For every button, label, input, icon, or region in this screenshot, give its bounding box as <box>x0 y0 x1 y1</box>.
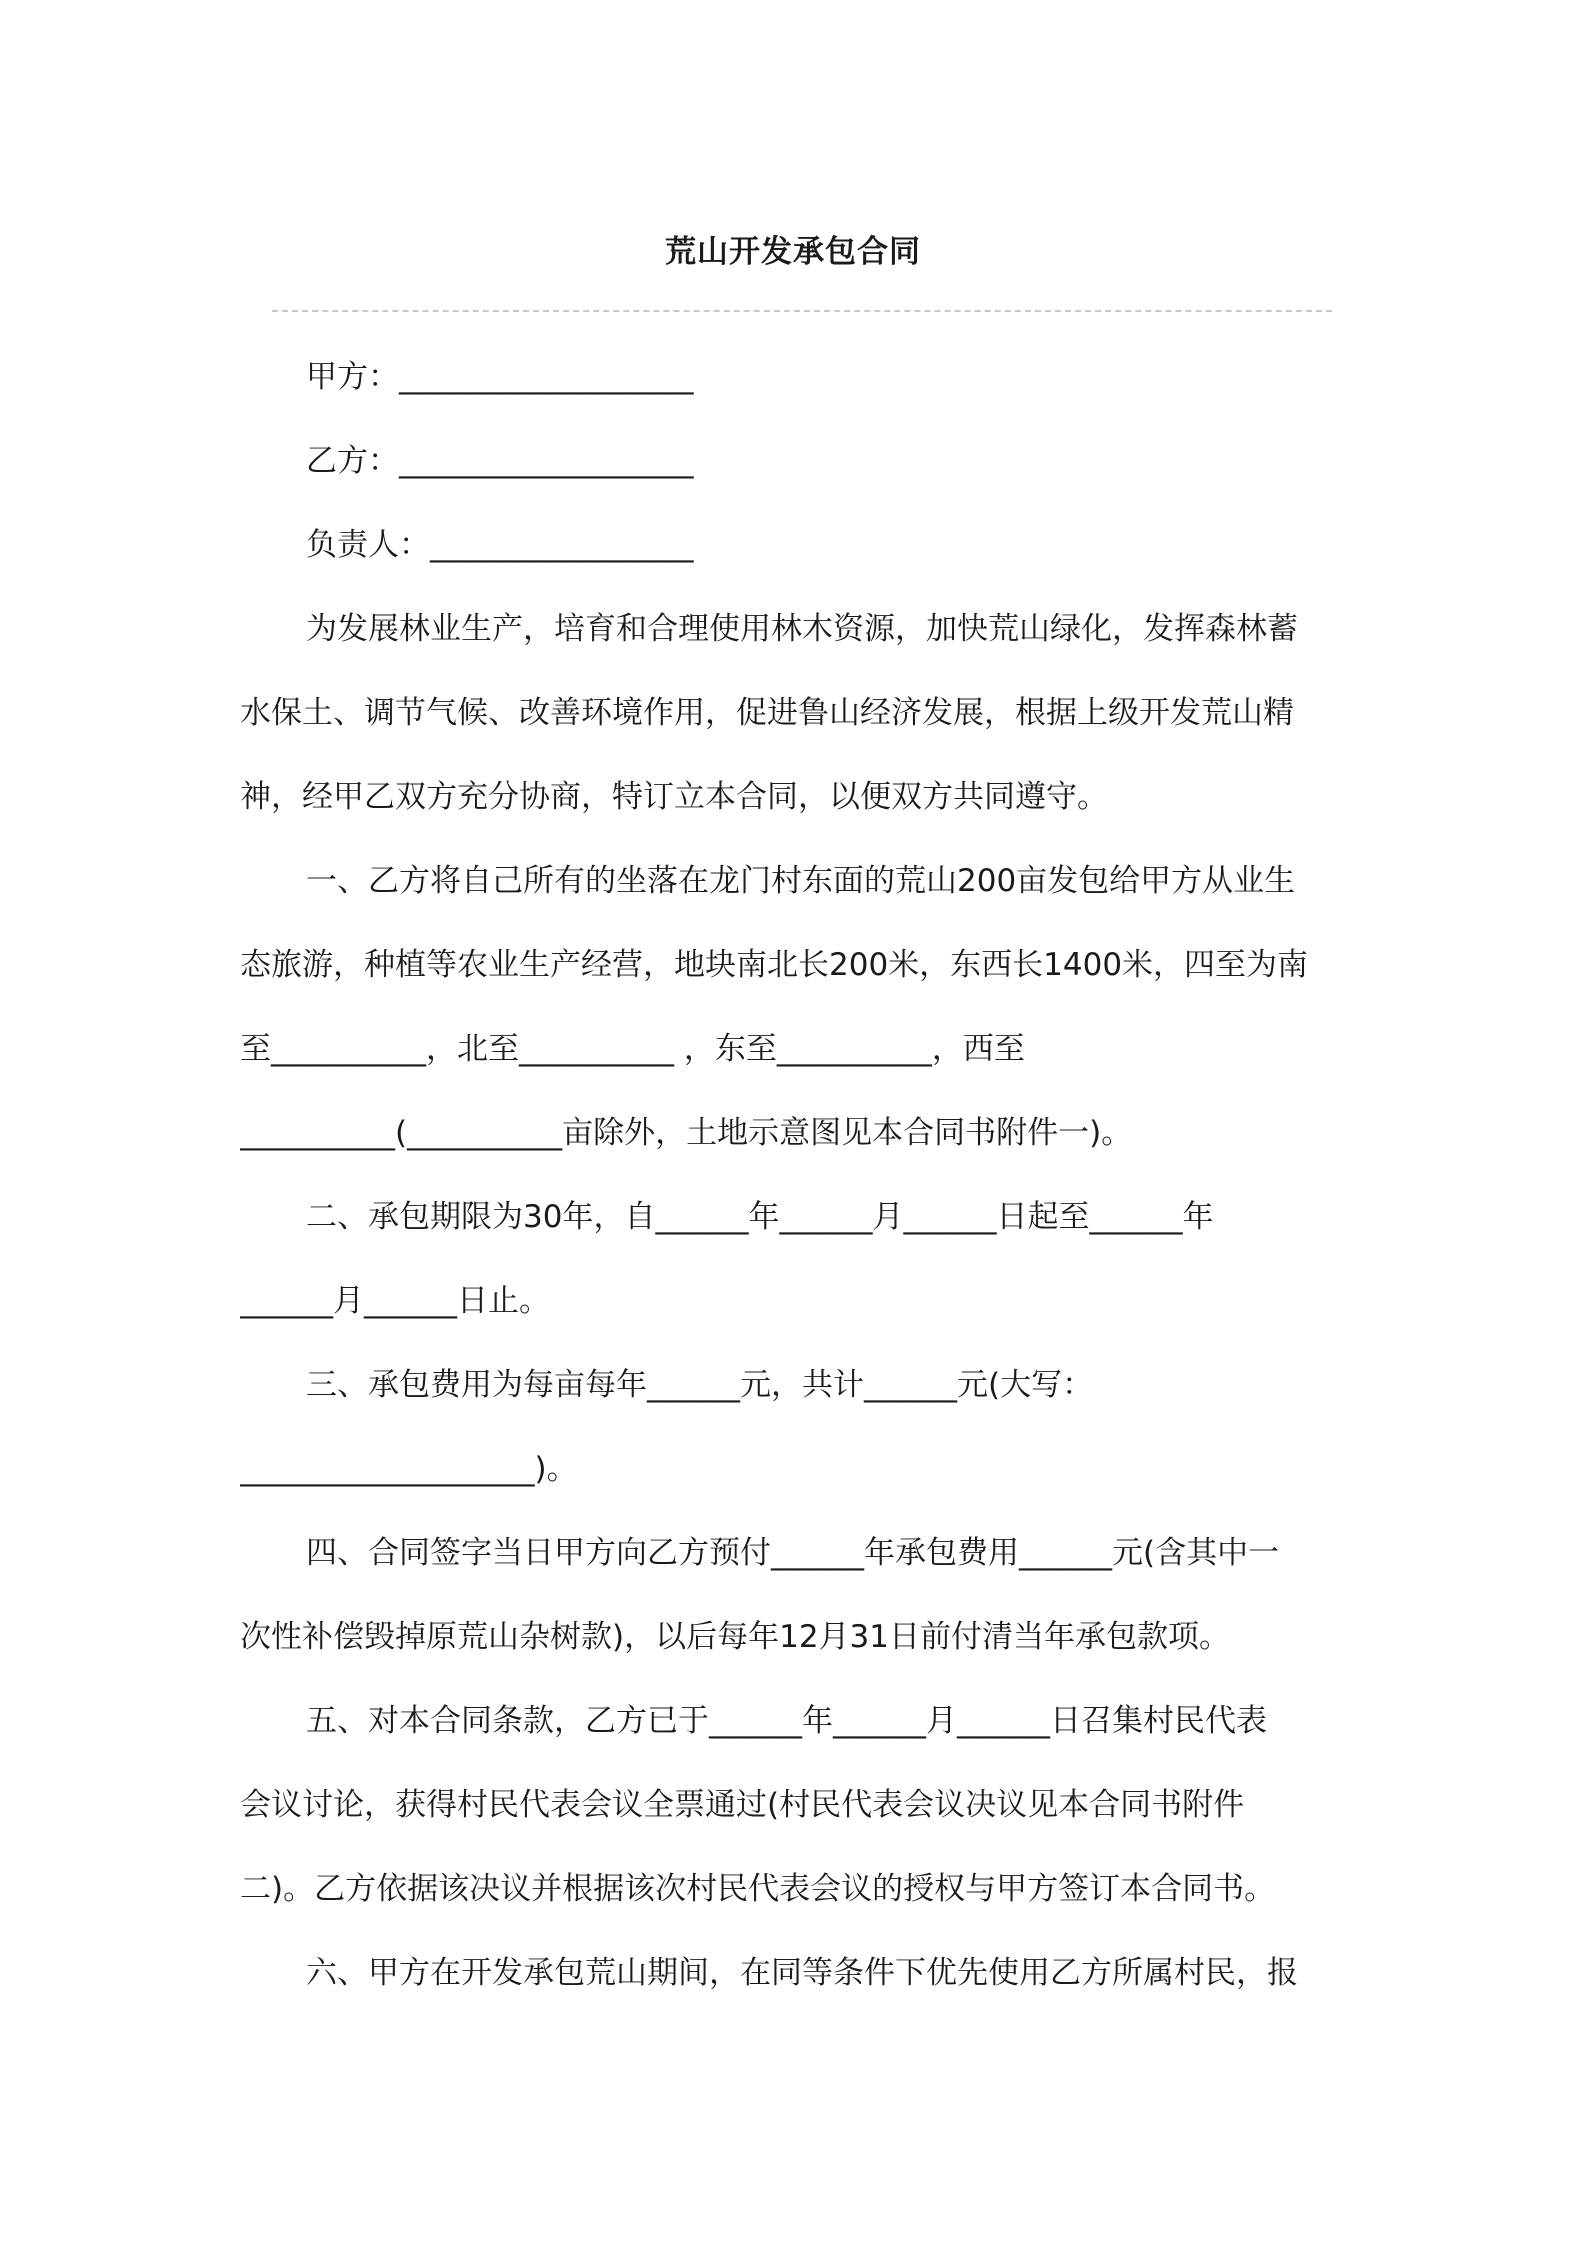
text-line: 甲方：___________________ <box>306 359 694 395</box>
document-body <box>240 335 1340 2015</box>
text-line: 二、承包期限为30年，自______年______月______日起至______年 <box>306 1199 1214 1235</box>
text-line: 三、承包费用为每亩每年______元，共计______元(大写： <box>306 1367 1094 1403</box>
text-line: 一、乙方将自己所有的坐落在龙门村东面的荒山200亩发包给甲方从业生 <box>306 863 1296 899</box>
text-line: 水保土、调节气候、改善环境作用，促进鲁山经济发展，根据上级开发荒山精 <box>240 695 1294 731</box>
text-line: 次性补偿毁掉原荒山杂树款)，以后每年12月31日前付清当年承包款项。 <box>240 1619 1230 1655</box>
text-line: 四、合同签字当日甲方向乙方预付______年承包费用______元(含其中一 <box>306 1535 1280 1571</box>
document-title: 荒山开发承包合同 <box>665 234 921 270</box>
text-line: 神，经甲乙双方充分协商，特订立本合同，以便双方共同遵守。 <box>240 779 1108 815</box>
text-line: 至__________，北至__________ ，东至__________，西至 <box>240 1031 1025 1067</box>
text-line: 二)。乙方依据该决议并根据该次村民代表会议的授权与甲方签订本合同书。 <box>240 1871 1276 1907</box>
title-divider <box>272 310 1332 312</box>
text-line: __________(__________亩除外，土地示意图见本合同书附件一)。 <box>240 1115 1133 1151</box>
text-line: 为发展林业生产，培育和合理使用林木资源，加快荒山绿化，发挥森林蓄 <box>306 611 1298 647</box>
text-line: 态旅游，种植等农业生产经营，地块南北长200米，东西长1400米，四至为南 <box>240 947 1309 983</box>
text-line: 六、甲方在开发承包荒山期间，在同等条件下优先使用乙方所属村民，报 <box>306 1955 1298 1991</box>
text-line: 乙方：___________________ <box>306 443 694 479</box>
text-line: 五、对本合同条款，乙方已于______年______月______日召集村民代表 <box>306 1703 1267 1739</box>
text-line: 会议讨论，获得村民代表会议全票通过(村民代表会议决议见本合同书附件 <box>240 1787 1245 1823</box>
text-line: 负责人：_________________ <box>306 527 694 563</box>
text-line: ______月______日止。 <box>240 1283 550 1319</box>
text-line: ___________________)。 <box>240 1451 578 1487</box>
